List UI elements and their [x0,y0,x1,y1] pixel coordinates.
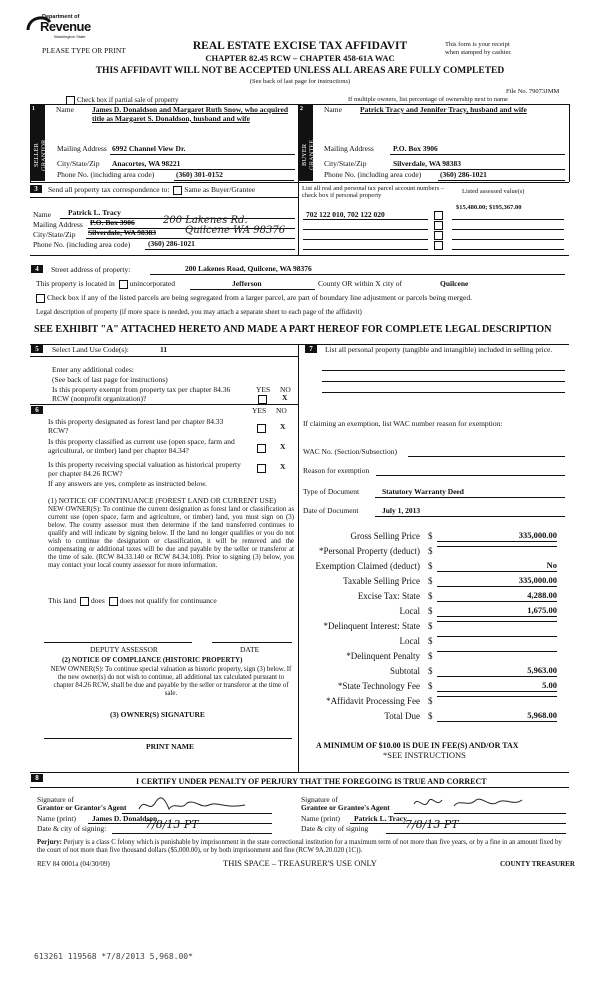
doc-type-label: Type of Document [303,487,360,496]
grantee-sig-label-1: Signature of [301,795,338,804]
grantor-name: James D. Donaldson [92,814,158,823]
does-checkbox[interactable] [80,597,89,606]
seller-name-label: Name [56,105,74,114]
dor-logo-line3: Washington State [54,34,86,39]
this-land-label: This land [48,596,77,606]
buyer-mailing: P.O. Box 3906 [393,144,438,153]
perjury-text: Perjury is a class C felony which is punishable by imprisonment in the state correctional institution for a maximum term of not more than five years, or by a fine in an amount fixed by the court of not more than five thousand dollars ($5,000.00), or by both imprisonment and fine (RCW 9A.20.020 (1C)). [37,839,562,854]
tax-phone: (360) 286-1021 [148,239,195,248]
print-name-label: PRINT NAME [146,742,194,751]
county-or-label: County OR within X city of [318,279,402,288]
wac-claim-label: If claiming an exemption, list WAC number reason for exemption: [303,419,503,428]
fee-value-state-tax: 4,288.00 [437,591,557,602]
grantee-date-handwritten: 7/8/13 PT [405,818,459,831]
fee-value-tech-fee: 5.00 [437,681,557,692]
dor-logo [24,12,94,42]
section7-num-box [305,345,317,354]
form-title: REAL ESTATE EXCISE TAX AFFIDAVIT [192,40,408,52]
form-warning: THIS AFFIDAVIT WILL NOT BE ACCEPTED UNLESS ALL AREAS ARE FULLY COMPLETED [95,66,505,76]
historic-question: Is this property receiving special valuation as historical property per chapter 84.26 RCW? [48,460,241,478]
current-use-yes-checkbox[interactable] [257,444,266,453]
exempt-question: Is this property exempt from property tax per chapter 84.36 RCW (nonprofit organization)? [52,385,231,403]
segregated-checkbox[interactable] [36,294,45,303]
fee-label-delinq-int-state: *Delinquent Interest: State [323,621,420,631]
fee-label-taxable: Taxable Selling Price [343,576,420,586]
fee-label-exemption: Exemption Claimed (deduct) [315,561,420,571]
notice1-text: NEW OWNER(S): To continue the current designation as forest land or classification as current use (open space, farm and agriculture, or timber) land, you must sign on (3) below. The county assessor must then determine if the land transferred continues to qualify and will indicate by signing below. If the land no longer qualifies or you do not wish to continue the designation or classification, it will be removed and the compensating or additional taxes will be due and payable by the seller or transferor at the time of sale. (RCW 84.33.140 or RCW 84.34.108). Prior to signing (3) below, you may contact your local county assessor for more information. [48,506,294,569]
forest-yes-checkbox[interactable] [257,424,266,433]
historic-yes-checkbox[interactable] [257,464,266,473]
land-use-code: 11 [160,345,168,354]
fee-dollar-taxable: $ [428,576,433,586]
rev-number: REV 84 0001a (04/30/09) [37,860,110,868]
fee-value-delinq-int-state [437,621,557,622]
fee-dollar-personal: $ [428,546,433,556]
seller-phone: (360) 301-0152 [176,170,223,179]
fee-value-subtotal: 5,963.00 [437,666,557,677]
fee-dollar-local-tax: $ [428,606,433,616]
county-treasurer-label: COUNTY TREASURER [500,860,575,868]
fee-dollar-gross: $ [428,531,433,541]
dor-logo-line2: Revenue [40,19,91,34]
current-use-no-mark: X [280,442,286,451]
tax-corr-num-box [30,185,42,194]
form-chapters: CHAPTER 82.45 RCW – CHAPTER 458-61A WAC [205,53,395,63]
fee-label-total: Total Due [384,711,420,721]
fee-value-exemption: No [437,561,557,572]
see-back-label: (See back of last page for instructions) [52,375,168,384]
seller-city: Anacortes, WA 98221 [112,159,181,168]
fee-label-delinq-int-local: Local [399,636,420,646]
parcel-1-personal-checkbox[interactable] [434,211,443,220]
cashier-stamp: 613261 119568 *7/8/2013 5,968.00* [34,952,193,961]
grantee-signature [410,794,525,814]
land-use-num-box [31,345,43,354]
location-row [36,280,175,289]
additional-codes-label: Enter any additional codes: [52,365,134,374]
does-not-label: does not qualify for continuance [119,596,217,606]
buyer-phone-label: Phone No. (including area code) [324,170,422,179]
multiple-owners-note: If multiple owners, list percentage of ownership next to name [348,96,508,103]
land-use-num: 5 [31,345,43,353]
address-num: 4 [31,265,43,273]
please-type-label: PLEASE TYPE OR PRINT [42,46,126,55]
continuance-row [48,597,217,606]
deputy-assessor-label: DEPUTY ASSESSOR [90,645,158,654]
fee-dollar-delinq-penalty: $ [428,651,433,661]
address-value: 200 Lakenes Road, Quilcene, WA 98376 [185,264,312,273]
fee-label-state-tax: Excise Tax: State [357,591,420,601]
buyer-name-label: Name [324,105,342,114]
buyer-phone: (360) 286-1021 [440,170,487,179]
fee-dollar-total: $ [428,711,433,721]
minimum-fee-note: A MINIMUM OF $10.00 IS DUE IN FEE(S) AND/OR TAX [316,741,519,750]
tax-corr-label: Send all property tax correspondence to: [48,185,170,195]
fee-label-personal: *Personal Property (deduct) [319,546,420,556]
personal-property-label: List all personal property (tangible and intangible) included in selling price. [325,345,553,354]
assessor-date-label: DATE [240,645,260,654]
wac-number-label: WAC No. (Section/Subsection) [303,447,397,456]
fee-label-gross: Gross Selling Price [350,531,420,541]
grantee-sig-label-2: Grantee or Grantee's Agent [301,803,390,812]
fee-dollar-exemption: $ [428,561,433,571]
fee-value-personal [437,546,557,547]
segregated-row [34,294,472,303]
s6-no-header: NO [276,406,287,415]
notice2-title: (2) NOTICE OF COMPLIANCE (HISTORIC PROPERTY) [62,656,243,664]
tax-phone-label: Phone No. (including area code) [33,240,131,249]
forest-no-mark: X [280,422,286,431]
parcel-4-personal-checkbox[interactable] [434,241,443,250]
parcel-label: List all real and personal tax parcel account numbers – check box if personal property [302,185,445,200]
notice2-text: NEW OWNER(S): To continue special valuation as historic property, sign (3) below. If the new owner(s) do not wish to continue, all additional tax calculated pursuant to chapter 84.26 RCW, shall be due and payable by the seller or transferor at the time of sale. [50,666,292,697]
fee-label-subtotal: Subtotal [389,666,420,676]
instructions-note: (See back of last page for instructions) [249,78,351,85]
buyer-side-label: BUYER GRANTEE [301,139,316,171]
fee-dollar-state-tax: $ [428,591,433,601]
fee-label-tech-fee: *State Technology Fee [337,681,420,691]
grantor-signature [135,795,250,815]
section6-num-box [31,406,43,415]
exempt-yes-header: YES [256,385,271,394]
unincorporated-label: unincorporated [129,279,176,289]
tax-mailing-struck: P.O. Box 3906 [90,218,135,227]
section6-num: 6 [31,406,43,414]
s6-yes-header: YES [252,406,267,415]
fee-value-gross: 335,000.00 [437,531,557,542]
tax-corr-num: 3 [30,185,42,193]
fee-label-delinq-penalty: *Delinquent Penalty [346,651,420,661]
forest-question: Is this property designated as forest land per chapter 84.33 RCW? [48,417,224,435]
treasurer-use-label: THIS SPACE – TREASURER'S USE ONLY [223,858,377,868]
notice1-title: (1) NOTICE OF CONTINUANCE (FOREST LAND OR CURRENT USE) [48,496,277,505]
buyer-mailing-label: Mailing Address [324,144,374,153]
grantor-sig-label-2: Grantor or Grantor's Agent [37,803,127,812]
parcel-3-personal-checkbox[interactable] [434,231,443,240]
doc-date-label: Date of Document [303,506,359,515]
seller-city-label: City/State/Zip [57,159,100,168]
doc-date: July 1, 2013 [382,506,421,515]
buyer-section-num: 2 [300,106,303,112]
county-name: Jefferson [232,279,262,288]
grantee-name: Patrick L. Tracy [354,814,407,823]
same-as-buyer-checkbox[interactable] [173,186,182,195]
city-name: Quilcene [440,279,469,288]
section7-num: 7 [305,345,317,353]
section8-num: 8 [31,774,43,782]
fee-value-taxable: 335,000.00 [437,576,557,587]
unincorporated-checkbox[interactable] [119,280,128,289]
located-prefix: This property is located in [36,279,115,289]
seller-side-label: SELLER GRANTOR [33,139,48,171]
grantor-date-handwritten: 7/8/13 PT [145,818,199,831]
parcel-numbers: 702 122 010, 702 122 020 [306,210,385,219]
address-num-box [31,265,43,274]
same-as-buyer-label: Same as Buyer/Grantee [184,185,256,195]
fee-value-processing-fee [437,696,557,697]
segregated-label: Check box if any of the listed parcels are being segregated from a larger parcel, are part of boundary line adjustment or parcels being merged. [47,293,472,303]
seller-mailing: 6992 Channel View Dr. [112,144,186,153]
seller-phone-label: Phone No. (including area code) [57,170,155,179]
fee-dollar-delinq-int-state: $ [428,621,433,631]
fee-dollar-tech-fee: $ [428,681,433,691]
current-use-question: Is this property classified as current use (open space, farm and agricultural, or timber) land per chapter 84.34? [48,437,235,455]
owner-signature-label: (3) OWNER(S) SIGNATURE [110,710,205,719]
exhibit-line: SEE EXHIBIT "A" ATTACHED HERETO AND MADE A PART HEREOF FOR COMPLETE LEGAL DESCRIPTION [34,324,552,335]
perjury-label: Perjury: [37,839,62,846]
seller-section-num: 1 [32,106,35,112]
doc-type: Statutory Warranty Deed [382,487,464,496]
legal-description-label: Legal description of property (if more space is needed, you may attach a separate sheet to each page of the affidavit) [36,308,362,316]
exempt-no-header: NO [280,385,291,394]
historic-no-mark: X [280,462,286,471]
tax-name: Patrick L. Tracy [68,208,121,217]
buyer-city-label: City/State/Zip [324,159,367,168]
fee-dollar-processing-fee: $ [428,696,433,706]
fee-label-processing-fee: *Affidavit Processing Fee [326,696,420,706]
tax-mailing-label: Mailing Address [33,220,83,229]
tax-city-handwritten: Quilcene WA 98376 [185,225,286,236]
grantor-name-label: Name (print) [37,814,76,823]
grantee-date-label: Date & city of signing [301,824,369,833]
receipt-note-2: when stamped by cashier. [445,49,512,56]
tax-mailing-handwritten: 200 Lakenes Rd. [163,215,248,226]
grantee-name-label: Name (print) [301,814,340,823]
tax-city-label: City/State/Zip [33,230,76,239]
fee-value-delinq-int-local [437,636,557,637]
dor-logo-line1: Department of [42,14,80,20]
section8-num-box [31,774,43,783]
buyer-name: Patrick Tracy and Jennifer Tracy, husband and wife [360,105,527,114]
seller-mailing-label: Mailing Address [57,144,107,153]
exempt-no-mark: X [282,393,288,402]
fee-value-local-tax: 1,675.00 [437,606,557,617]
tax-corr-header [48,186,255,195]
receipt-note-1: This form is your receipt [445,41,510,48]
does-label: does [91,596,105,606]
tax-city-struck: Silverdale, WA 98383 [88,228,156,237]
parcel-2-personal-checkbox[interactable] [434,221,443,230]
file-number: File No. 79073JMM [506,88,560,95]
assessed-values: $15,480.00; $195,367.00 [456,204,522,211]
grantor-sig-label-1: Signature of [37,795,74,804]
fee-value-total: 5,968.00 [437,711,557,722]
address-label: Street address of property: [51,265,131,274]
partial-sale-label: Check box if partial sale of property [77,96,179,105]
tax-name-label: Name [33,210,51,219]
if-yes-note: If any answers are yes, complete as instructed below. [48,479,208,488]
land-use-label: Select Land Use Code(s): [52,345,129,354]
buyer-city: Silverdale, WA 98383 [393,159,461,168]
exemption-reason-label: Reason for exemption [303,466,370,475]
fee-dollar-delinq-int-local: $ [428,636,433,646]
assessed-label: Listed assessed value(s) [462,188,525,195]
fee-dollar-subtotal: $ [428,666,433,676]
grantor-date-label: Date & city of signing: [37,824,107,833]
exempt-yes-checkbox[interactable] [258,395,267,404]
fee-value-delinq-penalty [437,651,557,652]
certify-statement: I CERTIFY UNDER PENALTY OF PERJURY THAT THE FOREGOING IS TRUE AND CORRECT [136,777,487,786]
seller-name: James D. Donaldson and Margaret Ruth Snow, who acquired title as Margaret S. Donaldson, husband and wife [92,105,288,123]
fee-label-local-tax: Local [399,606,420,616]
does-not-checkbox[interactable] [109,597,118,606]
see-instructions-note: *SEE INSTRUCTIONS [383,750,466,760]
perjury-notice [37,839,567,855]
